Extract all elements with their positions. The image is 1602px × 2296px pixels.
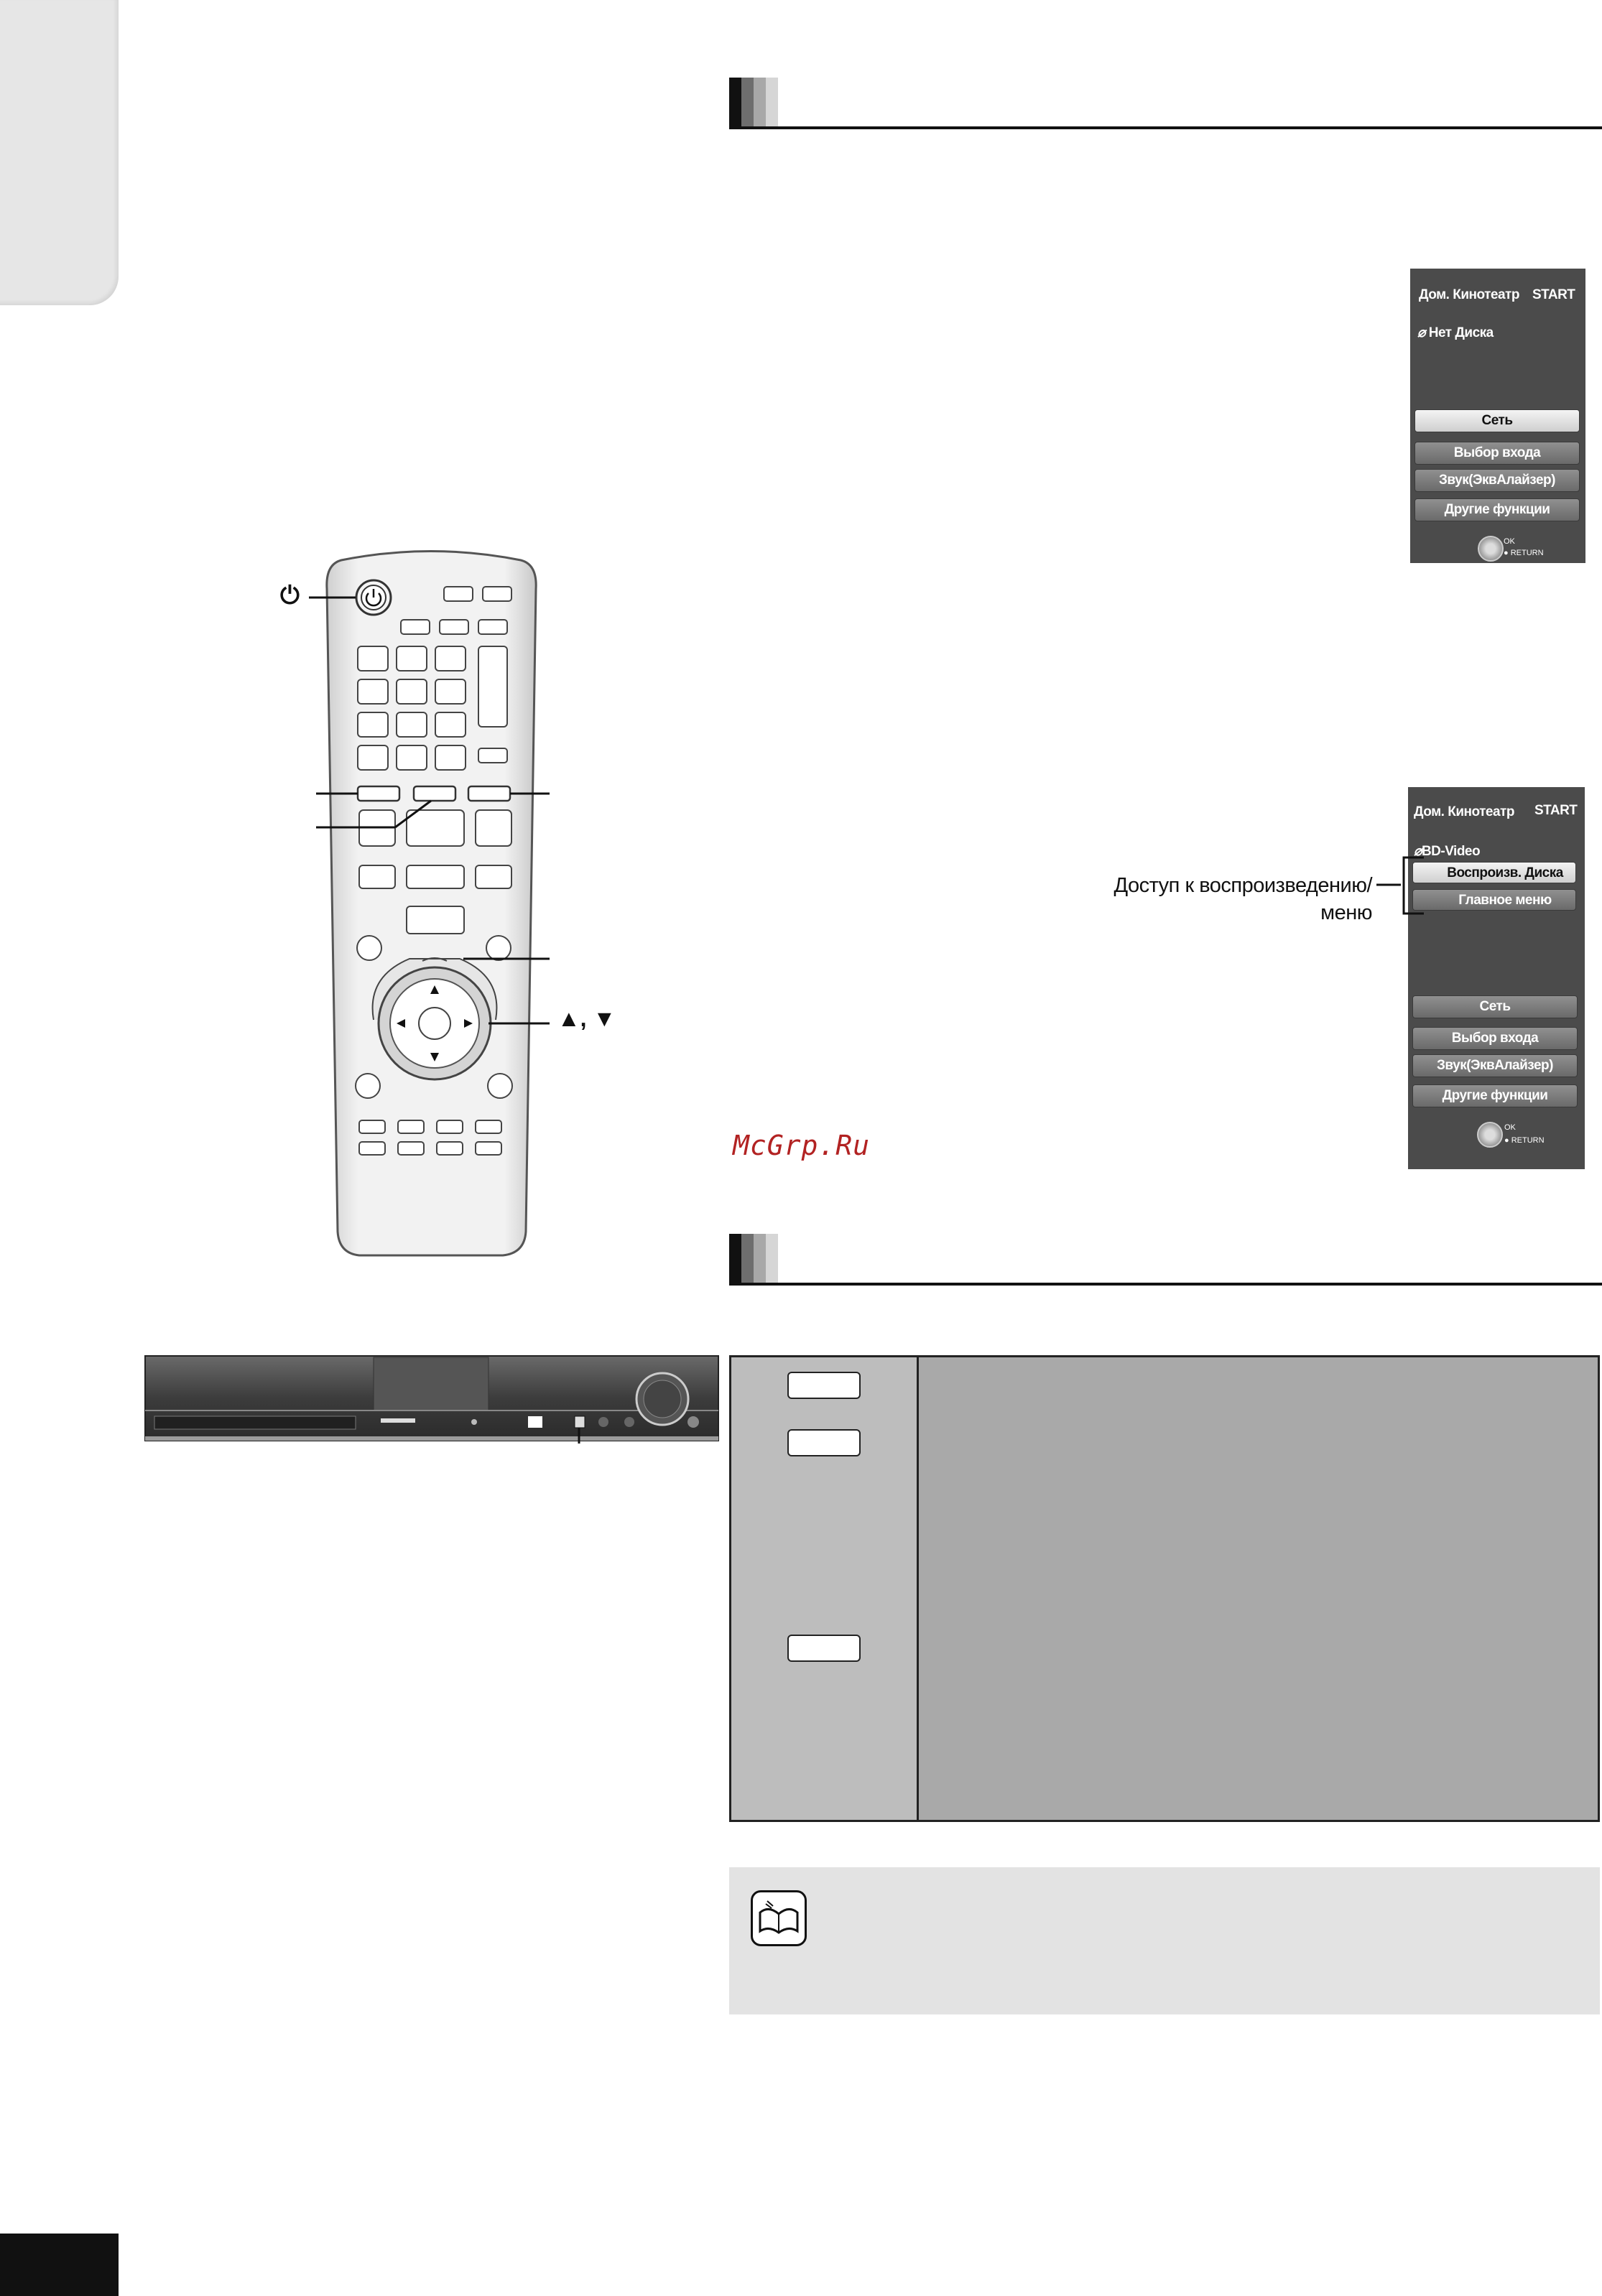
table-row	[731, 1357, 1598, 1416]
osd-title: Дом. Кинотеатр	[1419, 287, 1519, 302]
section-header-1	[729, 78, 1602, 129]
osd-return-hint: ● RETURN	[1504, 1136, 1545, 1145]
osd-item-sound[interactable]: Звук(ЭквАлайзер)	[1415, 469, 1580, 492]
access-callout	[1078, 872, 1372, 926]
key-icon	[787, 1429, 861, 1456]
callout-line-2: меню	[1320, 901, 1372, 924]
main-unit-illustration	[144, 1350, 722, 1444]
osd-item-play-disc[interactable]: Воспроизв. Диска	[1412, 862, 1576, 883]
dpad-icon	[1478, 536, 1504, 562]
key-icon	[787, 1635, 861, 1662]
disc-icon: ⌀	[1414, 844, 1422, 859]
osd-item-other[interactable]: Другие функции	[1415, 498, 1580, 521]
page-number-block	[0, 2234, 119, 2296]
osd-return-hint: ● RETURN	[1504, 549, 1544, 557]
osd-disc-status: ⌀BD-Video	[1414, 844, 1481, 859]
arrows-label: ▲, ▼	[557, 1005, 616, 1031]
table-row	[731, 1471, 1598, 1820]
osd-screen-home	[1410, 269, 1585, 563]
note-box	[729, 1867, 1600, 2014]
osd-title: Дом. Кинотеатр	[1414, 804, 1514, 819]
power-symbol-label: ⏻	[280, 582, 300, 609]
osd-item-network[interactable]: Сеть	[1412, 995, 1578, 1018]
key-function-table	[729, 1355, 1600, 1822]
osd-item-network[interactable]: Сеть	[1415, 409, 1580, 432]
callout-bracket	[1372, 847, 1430, 926]
osd-item-other[interactable]: Другие функции	[1412, 1084, 1578, 1107]
key-icon	[787, 1372, 861, 1399]
note-book-icon	[751, 1890, 807, 1946]
osd-item-input[interactable]: Выбор входа	[1415, 442, 1580, 465]
dpad-icon	[1477, 1122, 1503, 1148]
osd-item-input[interactable]: Выбор входа	[1412, 1027, 1578, 1050]
table-row	[731, 1413, 1598, 1473]
osd-disc-status: ⌀ Нет Диска	[1417, 325, 1494, 340]
osd-item-top-menu[interactable]: Главное меню	[1412, 889, 1576, 911]
osd-start: START	[1534, 803, 1578, 818]
osd-screen-disc	[1408, 787, 1585, 1169]
osd-ok-hint: OK	[1504, 1123, 1516, 1132]
section-header-2	[729, 1234, 1602, 1286]
disc-icon: ⌀	[1417, 325, 1425, 340]
osd-item-sound[interactable]: Звук(ЭквАлайзер)	[1412, 1054, 1578, 1077]
remote-leader-lines	[273, 546, 611, 1260]
watermark: McGrp.Ru	[733, 1130, 871, 1161]
osd-start: START	[1532, 287, 1575, 302]
chapter-side-tab	[0, 0, 119, 305]
callout-line-1: Доступ к воспроизведению/	[1113, 874, 1372, 897]
osd-ok-hint: OK	[1504, 537, 1515, 546]
